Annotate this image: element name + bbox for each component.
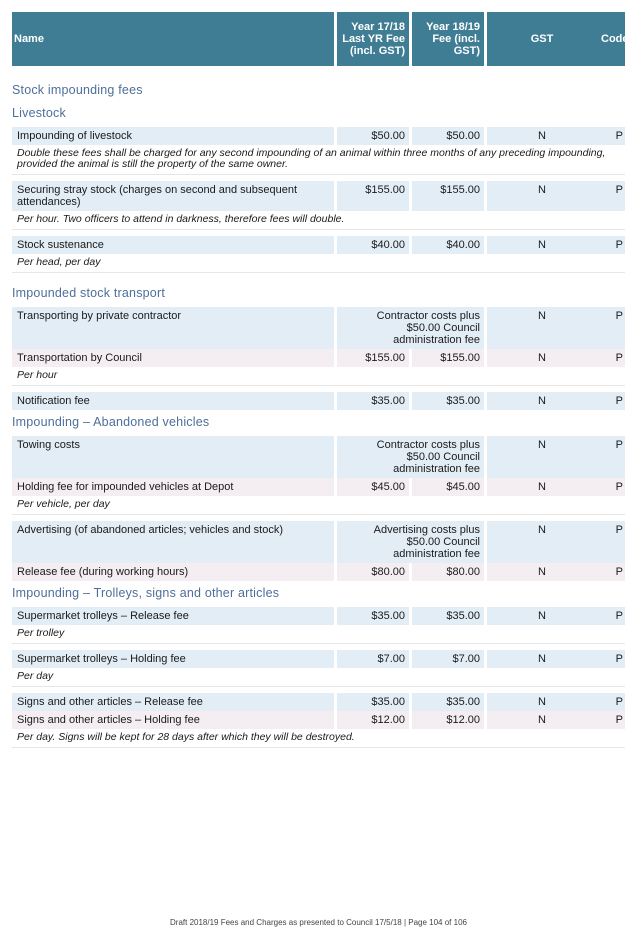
- last-year-fee: $7.00: [337, 650, 409, 668]
- fee-name: Transporting by private contractor: [12, 307, 334, 349]
- last-year-fee: $155.00: [337, 349, 409, 367]
- table-row: [12, 392, 625, 410]
- gst-value: N: [487, 693, 597, 711]
- last-year-fee: $35.00: [337, 392, 409, 410]
- gst-value: N: [487, 711, 597, 729]
- code-value: P: [597, 236, 625, 254]
- last-year-fee: $35.00: [337, 607, 409, 625]
- this-year-fee: $155.00: [412, 349, 484, 367]
- last-year-fee: $40.00: [337, 236, 409, 254]
- last-year-fee: $155.00: [337, 181, 409, 211]
- fee-name: Notification fee: [12, 392, 334, 410]
- this-year-fee: $155.00: [412, 181, 484, 211]
- table-header: [12, 12, 625, 66]
- code-value: P: [597, 478, 625, 496]
- this-year-fee: $35.00: [412, 693, 484, 711]
- fee-name: Release fee (during working hours): [12, 563, 334, 581]
- table-row: [12, 693, 625, 711]
- merged-fee: Contractor costs plus $50.00 Council administration fee: [337, 307, 484, 349]
- table-row: [12, 521, 625, 563]
- table-row: [12, 236, 625, 254]
- header-code: Code: [597, 12, 625, 66]
- fee-name: Advertising (of abandoned articles; vehicles and stock): [12, 521, 334, 563]
- last-year-fee: $12.00: [337, 711, 409, 729]
- fee-name: Holding fee for impounded vehicles at Depot: [12, 478, 334, 496]
- code-value: P: [597, 711, 625, 729]
- gst-value: N: [487, 650, 597, 668]
- this-year-fee: $35.00: [412, 392, 484, 410]
- group-title-trolleys: Impounding – Trolleys, signs and other articles: [12, 586, 280, 600]
- header-gst: GST: [487, 12, 597, 66]
- code-value: P: [597, 521, 625, 563]
- code-value: P: [597, 127, 625, 145]
- fee-note: Per head, per day: [12, 254, 625, 273]
- gst-value: N: [487, 436, 597, 478]
- gst-value: N: [487, 563, 597, 581]
- code-value: P: [597, 563, 625, 581]
- fee-name: Impounding of livestock: [12, 127, 334, 145]
- table-row: [12, 563, 625, 581]
- table-row: [12, 349, 625, 367]
- fee-note: Per day. Signs will be kept for 28 days after which they will be destroyed.: [12, 729, 625, 748]
- fee-name: Securing stray stock (charges on second and subsequent attendances): [12, 181, 334, 211]
- table-row: [12, 607, 625, 625]
- fee-name: Signs and other articles – Release fee: [12, 693, 334, 711]
- this-year-fee: $12.00: [412, 711, 484, 729]
- fee-note: Per trolley: [12, 625, 625, 644]
- this-year-fee: $45.00: [412, 478, 484, 496]
- table-row: [12, 181, 625, 211]
- fee-name: Signs and other articles – Holding fee: [12, 711, 334, 729]
- last-year-fee: $45.00: [337, 478, 409, 496]
- code-value: P: [597, 607, 625, 625]
- fee-note: Per day: [12, 668, 625, 687]
- this-year-fee: $50.00: [412, 127, 484, 145]
- this-year-fee: $7.00: [412, 650, 484, 668]
- header-this-year-fee: Year 18/19 Fee (incl. GST): [412, 12, 484, 66]
- fees-table: [12, 12, 629, 748]
- code-value: P: [597, 650, 625, 668]
- fee-note: Per hour: [12, 367, 625, 386]
- fee-name: Transportation by Council: [12, 349, 334, 367]
- table-row: [12, 307, 625, 349]
- gst-value: N: [487, 349, 597, 367]
- gst-value: N: [487, 392, 597, 410]
- group-title-transport: Impounded stock transport: [12, 286, 165, 300]
- gst-value: N: [487, 127, 597, 145]
- group-title-livestock: Livestock: [12, 106, 66, 120]
- fees-page: [12, 12, 629, 748]
- fee-note: Per vehicle, per day: [12, 496, 625, 515]
- table-row: [12, 127, 625, 145]
- table-row: [12, 436, 625, 478]
- this-year-fee: $80.00: [412, 563, 484, 581]
- last-year-fee: $35.00: [337, 693, 409, 711]
- fee-name: Stock sustenance: [12, 236, 334, 254]
- code-value: P: [597, 436, 625, 478]
- gst-value: N: [487, 181, 597, 211]
- code-value: P: [597, 392, 625, 410]
- fee-note: Double these fees shall be charged for any second impounding of an animal within three months of any preceding impounding, provided the animal is still the property of the same owner.: [12, 145, 625, 175]
- page-footer: Draft 2018/19 Fees and Charges as presented to Council 17/5/18 | Page 104 of 106: [170, 918, 467, 927]
- fee-note: Per hour. Two officers to attend in darkness, therefore fees will double.: [12, 211, 625, 230]
- code-value: P: [597, 181, 625, 211]
- group-title-vehicles: Impounding – Abandoned vehicles: [12, 415, 210, 429]
- last-year-fee: $50.00: [337, 127, 409, 145]
- code-value: P: [597, 349, 625, 367]
- last-year-fee: $80.00: [337, 563, 409, 581]
- this-year-fee: $40.00: [412, 236, 484, 254]
- this-year-fee: $35.00: [412, 607, 484, 625]
- header-name: Name: [12, 12, 334, 66]
- header-last-year-fee: Year 17/18 Last YR Fee (incl. GST): [337, 12, 409, 66]
- table-row: [12, 650, 625, 668]
- merged-fee: Contractor costs plus $50.00 Council administration fee: [337, 436, 484, 478]
- table-row: [12, 711, 625, 729]
- gst-value: N: [487, 607, 597, 625]
- fee-name: Towing costs: [12, 436, 334, 478]
- fee-name: Supermarket trolleys – Release fee: [12, 607, 334, 625]
- gst-value: N: [487, 521, 597, 563]
- gst-value: N: [487, 236, 597, 254]
- section-title: Stock impounding fees: [12, 83, 143, 97]
- code-value: P: [597, 693, 625, 711]
- code-value: P: [597, 307, 625, 349]
- gst-value: N: [487, 478, 597, 496]
- table-row: [12, 478, 625, 496]
- fee-name: Supermarket trolleys – Holding fee: [12, 650, 334, 668]
- merged-fee: Advertising costs plus $50.00 Council administration fee: [337, 521, 484, 563]
- gst-value: N: [487, 307, 597, 349]
